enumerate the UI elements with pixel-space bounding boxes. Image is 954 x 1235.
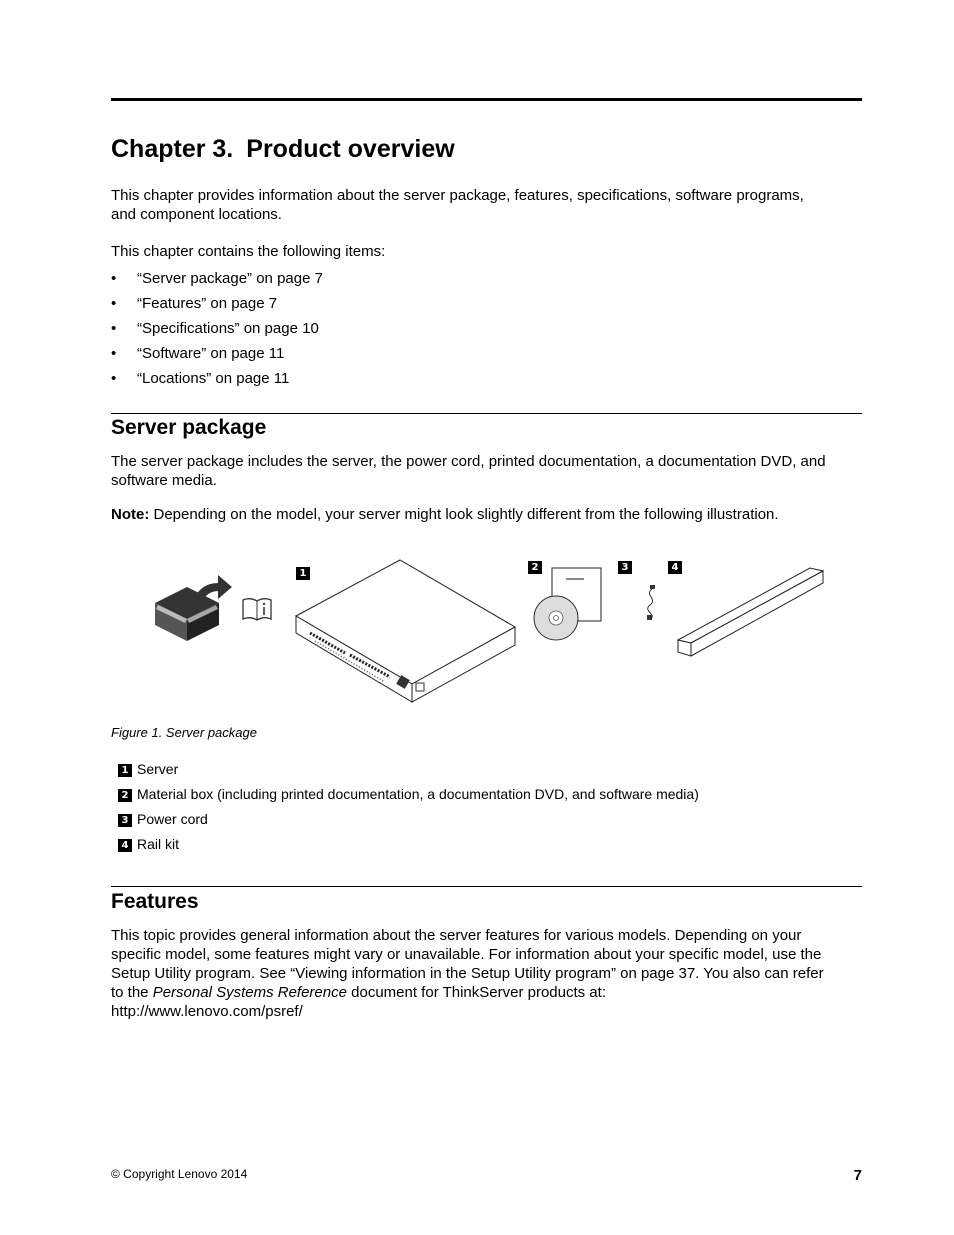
- figure-legend: [118, 761, 699, 861]
- page-number: 7: [853, 1167, 862, 1184]
- cross-reference-link[interactable]: “Locations” on page 11: [137, 370, 290, 387]
- psref-url-link[interactable]: http://www.lenovo.com/psref/: [111, 1003, 303, 1020]
- legend-item: [118, 836, 699, 861]
- rail-kit-illustration: [678, 568, 823, 656]
- chapter-intro-line: This chapter provides information about the server package, features, specifications, software programs,: [111, 187, 804, 204]
- cross-reference-link[interactable]: “Features” on page 7: [137, 295, 278, 312]
- list-item: [111, 294, 323, 319]
- server-package-illustration: [150, 555, 830, 705]
- body-line: Setup Utility program. See “Viewing information in the Setup Utility program” on page 37. You also can refer: [111, 965, 824, 982]
- chapter-title: [111, 135, 455, 164]
- legend-item: [118, 811, 699, 836]
- document-title: Personal Systems Reference: [152, 984, 347, 1001]
- note-text: Depending on the model, your server might look slightly different from the following illustration.: [153, 506, 779, 523]
- chapter-item-list: [111, 269, 323, 394]
- bullet: •: [111, 270, 117, 287]
- cross-reference-link[interactable]: “Specifications” on page 10: [137, 320, 319, 337]
- legend-callout: 2: [118, 789, 132, 802]
- body-line: The server package includes the server, the power cord, printed documentation, a documentation DVD, and: [111, 453, 826, 470]
- contains-label: This chapter contains the following items:: [111, 243, 386, 260]
- box-unpack-icon: [155, 575, 232, 641]
- legend-callout: 1: [118, 764, 132, 777]
- section-rule: [111, 886, 862, 887]
- legend-text: Server: [137, 761, 179, 777]
- list-item: [111, 319, 323, 344]
- list-item: [111, 344, 323, 369]
- chapter-number: Chapter 3.: [111, 135, 234, 163]
- legend-item: [118, 761, 699, 786]
- documentation-and-dvd: [534, 568, 601, 640]
- list-item: [111, 369, 323, 394]
- legend-text: Power cord: [137, 811, 208, 827]
- legend-item: [118, 786, 699, 811]
- body-line: This topic provides general information about the server features for various models. Depending on your: [111, 927, 802, 944]
- power-cord-illustration: [647, 585, 655, 620]
- section-rule: [111, 413, 862, 414]
- body-line: specific model, some features might vary or unavailable. For information about your specific model, use the: [111, 946, 822, 963]
- legend-text: Rail kit: [137, 836, 180, 852]
- callout-2: 2: [528, 561, 542, 574]
- section-title-features: Features: [111, 890, 199, 913]
- cross-reference-link[interactable]: “Software” on page 11: [137, 345, 285, 362]
- chapter-intro: [111, 186, 804, 224]
- body-line: [111, 983, 824, 1002]
- callout-1: 1: [296, 567, 310, 580]
- server-package-body: [111, 452, 826, 490]
- info-book-icon: [243, 599, 271, 620]
- callout-3: 3: [618, 561, 632, 574]
- list-item: [111, 269, 323, 294]
- legend-callout: 3: [118, 814, 132, 827]
- legend-text: Material box (including printed documentation, a documentation DVD, and software media): [137, 786, 699, 802]
- figure-caption: Figure 1. Server package: [111, 725, 257, 740]
- note: [111, 505, 779, 524]
- features-body: [111, 926, 824, 1021]
- bullet: •: [111, 295, 117, 312]
- callout-4: 4: [668, 561, 682, 574]
- server-illustration: [296, 560, 515, 702]
- legend-callout: 4: [118, 839, 132, 852]
- note-label: Note:: [111, 506, 150, 523]
- chapter-intro-line: and component locations.: [111, 206, 282, 223]
- body-text: document for ThinkServer products at:: [346, 984, 606, 1001]
- body-line: software media.: [111, 472, 217, 489]
- section-title-server-package: Server package: [111, 416, 267, 439]
- top-rule: [111, 98, 862, 101]
- bullet: •: [111, 345, 117, 362]
- bullet: •: [111, 320, 117, 337]
- cross-reference-link[interactable]: “Server package” on page 7: [137, 270, 323, 287]
- chapter-title-text: Product overview: [246, 135, 455, 163]
- body-text: to the: [111, 984, 153, 1001]
- bullet: •: [111, 370, 117, 387]
- footer-copyright: © Copyright Lenovo 2014: [111, 1167, 248, 1181]
